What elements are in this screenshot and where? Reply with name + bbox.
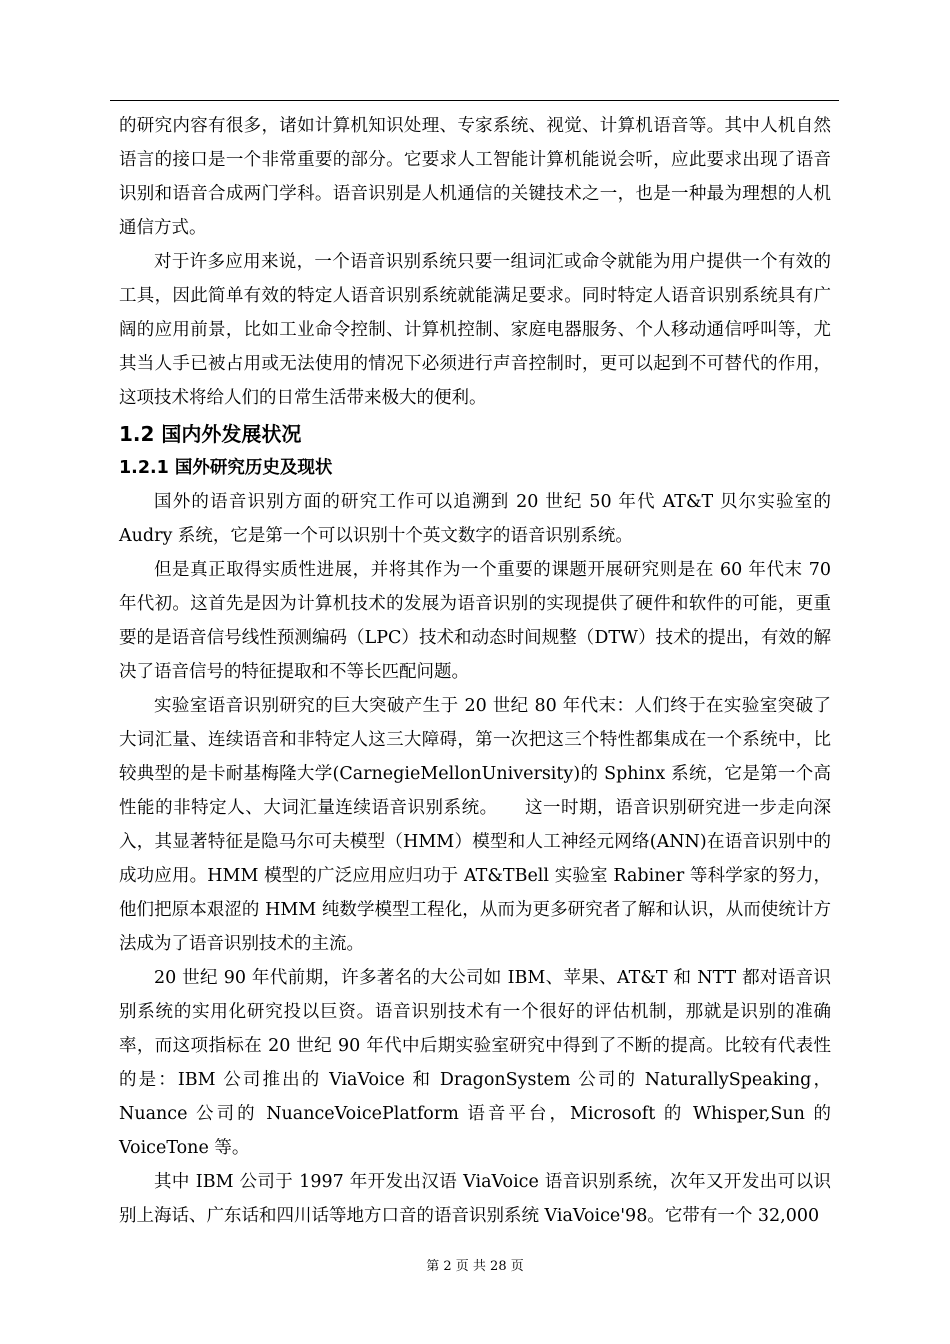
paragraph-1990s: 20 世纪 90 年代前期，许多著名的大公司如 IBM、苹果、AT&T 和 NTT 都对语音识别系统的实用化研究投以巨资。语音识别技术有一个很好的评估机制，那就是识别的准确率，而这项指标在 20 世纪 90 年代中后期实验室研究中得到了不断的提高。比较有代表性的是：IBM 公司推出的 ViaVoice 和 DragonSystem 公司的 NaturallySpeaking，Nuance 公司的 NuanceVoicePlatform 语音平台，Microsoft 的 Whisper,Sun 的 VoiceTone 等。 bbox=[119, 968, 831, 1158]
section-heading-1-2: 1.2 国内外发展状况 bbox=[119, 422, 302, 446]
paragraph-ibm: 其中 IBM 公司于 1997 年开发出汉语 ViaVoice 语音识别系统，次年又开发出可以识别上海话、广东话和四川话等地方口音的语音识别系统 ViaVoice'98。它带有一个 32,000 bbox=[119, 1172, 831, 1226]
page-body bbox=[119, 109, 831, 1233]
paragraph-breakthrough: 实验室语音识别研究的巨大突破产生于 20 世纪 80 年代末：人们终于在实验室突破了大词汇量、连续语音和非特定人这三大障碍，第一次把这三个特性都集成在一个系统中，比较典型的是卡耐基梅隆大学(CarnegieMellonUniversity)的 Sphinx 系统，它是第一个高性能的非特定人、大词汇量连续语音识别系统。 这一时期，语音识别研究进一步走向深入，其显著特征是隐马尔可夫模型（HMM）模型和人工神经元网络(ANN)在语音识别中的成功应用。HMM 模型的广泛应用应归功于 AT&TBell 实验室 Rabiner 等科学家的努力，他们把原本艰涩的 HMM 纯数学模型工程化，从而为更多研究者了解和认识，从而使统计方法成为了语音识别技术的主流。 bbox=[119, 696, 831, 954]
paragraph-progress: 但是真正取得实质性进展，并将其作为一个重要的课题开展研究则是在 60 年代末 70 年代初。这首先是因为计算机技术的发展为语音识别的实现提供了硬件和软件的可能，更重要的是语音信号线性预测编码（LPC）技术和动态时间规整（DTW）技术的提出，有效的解决了语音信号的特征提取和不等长匹配问题。 bbox=[119, 560, 831, 682]
subsection-heading-1-2-1: 1.2.1 国外研究历史及现状 bbox=[119, 458, 333, 478]
paragraph-history: 国外的语音识别方面的研究工作可以追溯到 20 世纪 50 年代 AT&T 贝尔实验室的 Audry 系统，它是第一个可以识别十个英文数字的语音识别系统。 bbox=[119, 492, 831, 546]
paragraph-intro-continued: 的研究内容有很多，诸如计算机知识处理、专家系统、视觉、计算机语音等。其中人机自然语言的接口是一个非常重要的部分。它要求人工智能计算机能说会听，应此要求出现了语音识别和语音合成两门学科。语音识别是人机通信的关键技术之一，也是一种最为理想的人机通信方式。 bbox=[119, 116, 831, 238]
header-rule bbox=[110, 100, 839, 101]
page-footer: 第 2 页 共 28 页 bbox=[426, 1259, 524, 1274]
paragraph-applications: 对于许多应用来说，一个语音识别系统只要一组词汇或命令就能为用户提供一个有效的工具，因此简单有效的特定人语音识别系统就能满足要求。同时特定人语音识别系统具有广阔的应用前景，比如工业命令控制、计算机控制、家庭电器服务、个人移动通信呼叫等，尤其当人手已被占用或无法使用的情况下必须进行声音控制时，更可以起到不可替代的作用，这项技术将给人们的日常生活带来极大的便利。 bbox=[119, 252, 831, 408]
